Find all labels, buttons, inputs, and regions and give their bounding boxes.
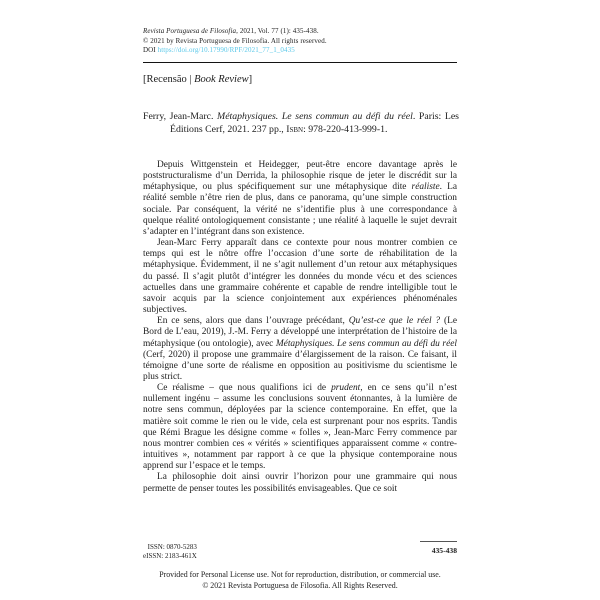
license-line-1: Provided for Personal License use. Not for reproduction, distribution, or commercial use. bbox=[159, 570, 441, 579]
license-notice bbox=[0, 570, 600, 591]
paragraph-2: Jean-Marc Ferry apparaît dans ce contexte pour nous montrer combien ce temps qui est le nôtre offre l’occasion d’une sorte de réhabilitation de la métaphysique. Évidemment, il ne s’agit nullement d’un retour aux métaphysiques du passé. Il s’agit plutôt d’intégrer les données du monde vécu et des sciences actuelles dans une grammaire cohérente et capable de rendre intelligible tout le savoir acquis par la science conjointement aux expériences phénoménales subjectives. bbox=[143, 238, 457, 316]
paragraph-3: En ce sens, alors que dans l’ouvrage précédant, Qu’est-ce que le réel ? (Le Bord de L’eau, 2019), J.-M. Ferry a développé une interprétation de l’histoire de la métaphysique (ou ontologie), avec Métaphysiques. Le sens commun au défi du réel (Cerf, 2020) il propose une grammaire d’élargissement de la raison. Ce faisant, il témoigne d’une sorte de réalisme en opposition au positivisme du scientisme le plus strict. bbox=[143, 316, 457, 382]
book-citation: Ferry, Jean-Marc. Métaphysiques. Le sens commun au défi du réel. Paris: Les Éditions Cerf, 2021. 237 pp., Isbn: 978-220-413-999-1. bbox=[143, 111, 459, 135]
paragraph-5: La philosophie doit ainsi ouvrir l’horizon pour une grammaire qui nous permette de penser toutes les possibilités envisageables. Que ce soit bbox=[143, 472, 457, 494]
journal-header bbox=[143, 27, 459, 56]
journal-copyright-line: © 2021 by Revista Portuguesa de Filosofia. All rights reserved. bbox=[143, 36, 327, 45]
paragraph-4: Ce réalisme – que nous qualifions ici de prudent, en ce sens qu’il n’est nullement ingénu – assume les conclusions souvent étonnantes, à la lumière de notre sens commun, déployées par la science contemporaine. En effet, que la matière soit comme le rien ou le vide, cela est surprenant pour nos esprits. Tandis que Rémi Brague les désigne comme « folles », Jean-Marc Ferry commence par nous montrer combien ces « vérités » scientifiques apparaissent comme « contre-intuitives », notamment par rapport à ce que la physique contemporaine nous apprend sur l’espace et le temps. bbox=[143, 383, 457, 472]
review-type-tag: [Recensão | Book Review] bbox=[143, 74, 253, 85]
license-line-2: © 2021 Revista Portuguesa de Filosofia. All Rights Reserved. bbox=[202, 580, 398, 590]
doi-link[interactable]: https://doi.org/10.17990/RPF/2021_77_1_0435 bbox=[157, 46, 295, 54]
review-body bbox=[143, 160, 457, 524]
doi-line bbox=[143, 46, 459, 56]
issn-line: ISSN: 0870-5283 bbox=[147, 543, 197, 551]
page-range-rule bbox=[420, 541, 457, 542]
page-range: 435-438 bbox=[431, 546, 457, 556]
paragraph-1: Depuis Wittgenstein et Heidegger, peut-être encore davantage après le poststructuralisme d’un Derrida, la philosophie risque de jeter le discrédit sur la métaphysique, ou plus spécifiquement sur une métaphysique dite réaliste. La réalité semble n’être rien de plus, dans ce panorama, qu’une simple construction sociale. Par conséquent, la vérité ne s’identifie plus à une correspondance à quelque réalité ontologiquement consistante ; une réalité à laquelle le sujet devrait s’adapter en l’intégrant dans son existence. bbox=[143, 160, 457, 237]
eissn-line: eISSN: 2183-461X bbox=[143, 552, 197, 560]
issn-block bbox=[143, 543, 197, 561]
journal-citation-line: Revista Portuguesa de Filosofia, 2021, Vol. 77 (1): 435-438. bbox=[143, 27, 319, 35]
page-range-block bbox=[420, 541, 457, 555]
doi-label: DOI bbox=[143, 46, 156, 54]
header-divider bbox=[143, 62, 457, 63]
